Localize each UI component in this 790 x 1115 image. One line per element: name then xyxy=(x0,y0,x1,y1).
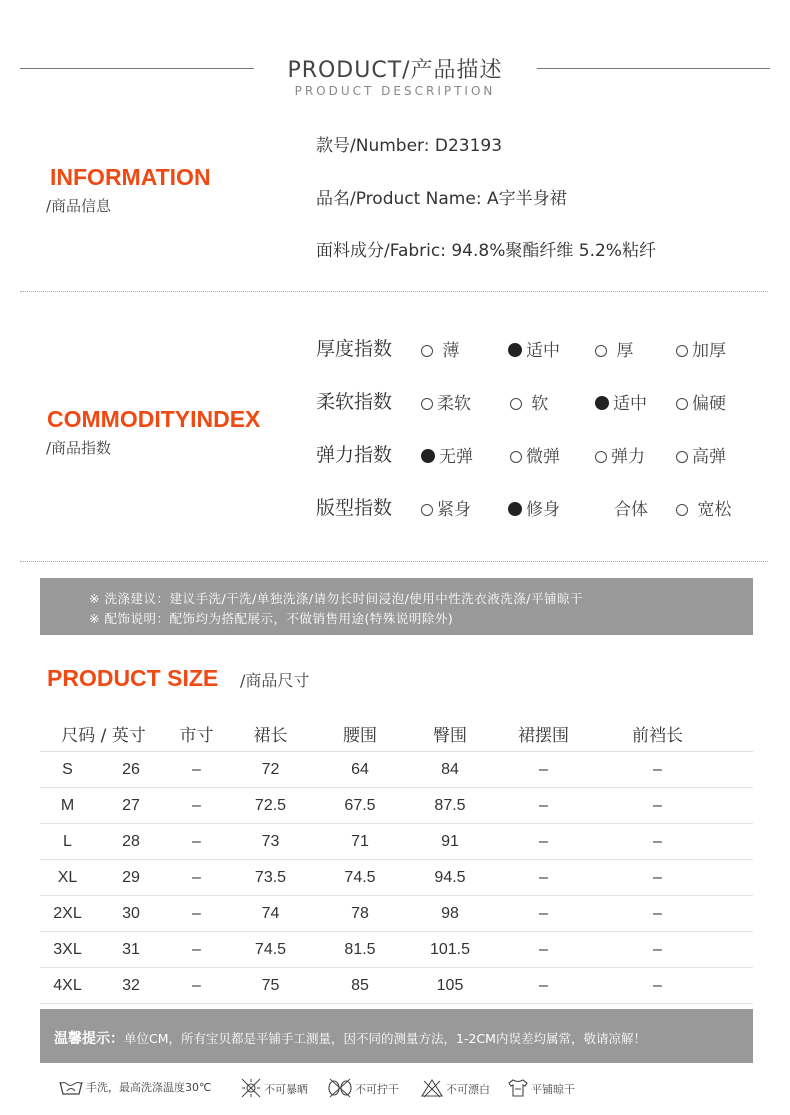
care-no-sun: 不可暴晒 xyxy=(240,1078,308,1098)
rise-cell: – xyxy=(592,752,753,788)
shichun-cell: – xyxy=(167,824,226,860)
inch-cell: 26 xyxy=(95,752,167,788)
length-cell: 73 xyxy=(226,824,315,860)
radio-filled-icon xyxy=(595,396,609,410)
care-no-bleach: 不可漂白 xyxy=(420,1078,490,1098)
softness-option-hard: 偏硬 xyxy=(676,389,726,414)
measurement-tip-banner xyxy=(40,1009,753,1063)
hip-cell: 91 xyxy=(405,824,495,860)
waist-cell: 64 xyxy=(315,752,405,788)
shichun-cell: – xyxy=(167,788,226,824)
size-cell: M xyxy=(40,788,95,824)
flat-dry-icon xyxy=(507,1083,531,1096)
column-header: 市寸 xyxy=(167,716,226,752)
fit-option-tight: 紧身 xyxy=(421,495,471,520)
tip-text: 单位CM，所有宝贝都是平铺手工测量，因不同的测量方法，1-2CM内误差均属常，敬请凉解！ xyxy=(124,1031,646,1046)
column-header: 裙长 xyxy=(226,716,315,752)
elasticity-option-high: 高弹 xyxy=(676,442,726,467)
hem-cell: – xyxy=(495,896,592,932)
rise-cell: – xyxy=(592,788,753,824)
care-flat-dry: 平铺晾干 xyxy=(507,1078,575,1098)
radio-filled-icon xyxy=(508,502,522,516)
no-sun-icon xyxy=(240,1083,264,1096)
inch-cell: 30 xyxy=(95,896,167,932)
no-bleach-icon xyxy=(420,1083,446,1096)
length-cell: 74.5 xyxy=(226,932,315,968)
fit-option-loose: 宽松 xyxy=(676,495,731,520)
column-header: 裙摆围 xyxy=(495,716,592,752)
inch-cell: 27 xyxy=(95,788,167,824)
waist-cell: 85 xyxy=(315,968,405,1004)
elasticity-label: 弹力指数 xyxy=(316,444,393,466)
radio-empty-icon xyxy=(421,504,433,516)
shichun-cell: – xyxy=(167,896,226,932)
column-header: 臀围 xyxy=(405,716,495,752)
size-cell: S xyxy=(40,752,95,788)
size-cell: 3XL xyxy=(40,932,95,968)
size-title: PRODUCT SIZE xyxy=(47,665,219,691)
size-cell: XL xyxy=(40,860,95,896)
thickness-option-thin: 薄 xyxy=(421,336,459,361)
shichun-cell: – xyxy=(167,968,226,1004)
shichun-cell: – xyxy=(167,932,226,968)
column-header: 腰围 xyxy=(315,716,405,752)
fit-label: 版型指数 xyxy=(316,497,393,519)
hem-cell: – xyxy=(495,860,592,896)
care-hand-wash: 手洗，最高洗涤温度30℃ xyxy=(58,1078,211,1096)
radio-filled-icon xyxy=(508,343,522,357)
hem-cell: – xyxy=(495,824,592,860)
column-header: 前裆长 xyxy=(592,716,753,752)
size-subtitle: /商品尺寸 xyxy=(240,671,310,690)
length-cell: 73.5 xyxy=(226,860,315,896)
fit-option-regular: 合体 xyxy=(614,500,648,520)
inch-cell: 32 xyxy=(95,968,167,1004)
inch-cell: 28 xyxy=(95,824,167,860)
hip-cell: 101.5 xyxy=(405,932,495,968)
length-cell: 72 xyxy=(226,752,315,788)
thickness-label: 厚度指数 xyxy=(316,338,393,360)
softness-option-mild: 软 xyxy=(510,389,548,414)
waist-cell: 81.5 xyxy=(315,932,405,968)
hip-cell: 98 xyxy=(405,896,495,932)
length-cell: 75 xyxy=(226,968,315,1004)
page-title: PRODUCT/产品描述 xyxy=(287,58,503,83)
product-fabric: 面料成分/Fabric: 94.8%聚酯纤维 5.2%粘纤 xyxy=(316,241,656,261)
column-header: 尺码 / 英寸 xyxy=(40,716,167,752)
softness-option-soft: 柔软 xyxy=(421,389,471,414)
table-row xyxy=(40,860,753,896)
elasticity-option-none: 无弹 xyxy=(421,442,473,467)
table-row xyxy=(40,896,753,932)
radio-empty-icon xyxy=(595,451,607,463)
radio-empty-icon xyxy=(676,398,688,410)
hip-cell: 94.5 xyxy=(405,860,495,896)
radio-empty-icon xyxy=(510,451,522,463)
size-cell: L xyxy=(40,824,95,860)
shichun-cell: – xyxy=(167,860,226,896)
hip-cell: 105 xyxy=(405,968,495,1004)
commodity-subtitle: /商品指数 xyxy=(46,439,112,457)
hem-cell: – xyxy=(495,932,592,968)
radio-empty-icon xyxy=(595,345,607,357)
rise-cell: – xyxy=(592,860,753,896)
rise-cell: – xyxy=(592,932,753,968)
divider xyxy=(20,561,768,562)
hem-cell: – xyxy=(495,968,592,1004)
hem-cell: – xyxy=(495,752,592,788)
radio-empty-icon xyxy=(676,345,688,357)
size-cell: 4XL xyxy=(40,968,95,1004)
elasticity-option-elastic: 弹力 xyxy=(595,442,645,467)
size-cell: 2XL xyxy=(40,896,95,932)
table-row xyxy=(40,752,753,788)
product-name: 品名/Product Name: A字半身裙 xyxy=(316,189,567,209)
hip-cell: 87.5 xyxy=(405,788,495,824)
rise-cell: – xyxy=(592,968,753,1004)
waist-cell: 74.5 xyxy=(315,860,405,896)
care-no-wring: 不可拧干 xyxy=(327,1078,399,1098)
hand-wash-icon xyxy=(58,1081,86,1094)
waist-cell: 78 xyxy=(315,896,405,932)
softness-option-medium: 适中 xyxy=(595,389,647,414)
thickness-option-extra-thick: 加厚 xyxy=(676,336,726,361)
rise-cell: – xyxy=(592,824,753,860)
radio-empty-icon xyxy=(676,504,688,516)
radio-empty-icon xyxy=(510,398,522,410)
softness-label: 柔软指数 xyxy=(316,391,393,413)
no-wring-icon xyxy=(327,1083,355,1096)
table-row xyxy=(40,968,753,1004)
waist-cell: 71 xyxy=(315,824,405,860)
commodity-title: COMMODITYINDEX xyxy=(47,406,261,432)
information-subtitle: /商品信息 xyxy=(46,197,112,215)
table-row xyxy=(40,788,753,824)
size-table-header xyxy=(40,716,753,752)
hem-cell: – xyxy=(495,788,592,824)
inch-cell: 31 xyxy=(95,932,167,968)
radio-empty-icon xyxy=(421,345,433,357)
tip-label: 温馨提示： xyxy=(54,1031,124,1047)
fit-option-slim: 修身 xyxy=(508,495,560,520)
table-row xyxy=(40,824,753,860)
table-row xyxy=(40,932,753,968)
length-cell: 74 xyxy=(226,896,315,932)
radio-filled-icon xyxy=(421,449,435,463)
length-cell: 72.5 xyxy=(226,788,315,824)
wash-advice: ※ 洗涤建议：建议手洗/干洗/单独洗涤/请勿长时间浸泡/使用中性洗衣液洗涤/平铺晾干 xyxy=(89,591,584,606)
page-subtitle: PRODUCT DESCRIPTION xyxy=(294,84,496,98)
inch-cell: 29 xyxy=(95,860,167,896)
rise-cell: – xyxy=(592,896,753,932)
information-title: INFORMATION xyxy=(50,164,211,190)
elasticity-option-slight: 微弹 xyxy=(510,442,560,467)
divider xyxy=(20,291,768,292)
waist-cell: 67.5 xyxy=(315,788,405,824)
radio-empty-icon xyxy=(421,398,433,410)
size-table xyxy=(40,716,753,1004)
hip-cell: 84 xyxy=(405,752,495,788)
thickness-option-thick: 厚 xyxy=(595,336,633,361)
care-notice-banner xyxy=(40,578,753,635)
product-number: 款号/Number: D23193 xyxy=(316,136,503,156)
shichun-cell: – xyxy=(167,752,226,788)
thickness-option-medium: 适中 xyxy=(508,336,560,361)
radio-empty-icon xyxy=(676,451,688,463)
accessory-note: ※ 配饰说明：配饰均为搭配展示，不做销售用途(特殊说明除外) xyxy=(89,611,454,626)
